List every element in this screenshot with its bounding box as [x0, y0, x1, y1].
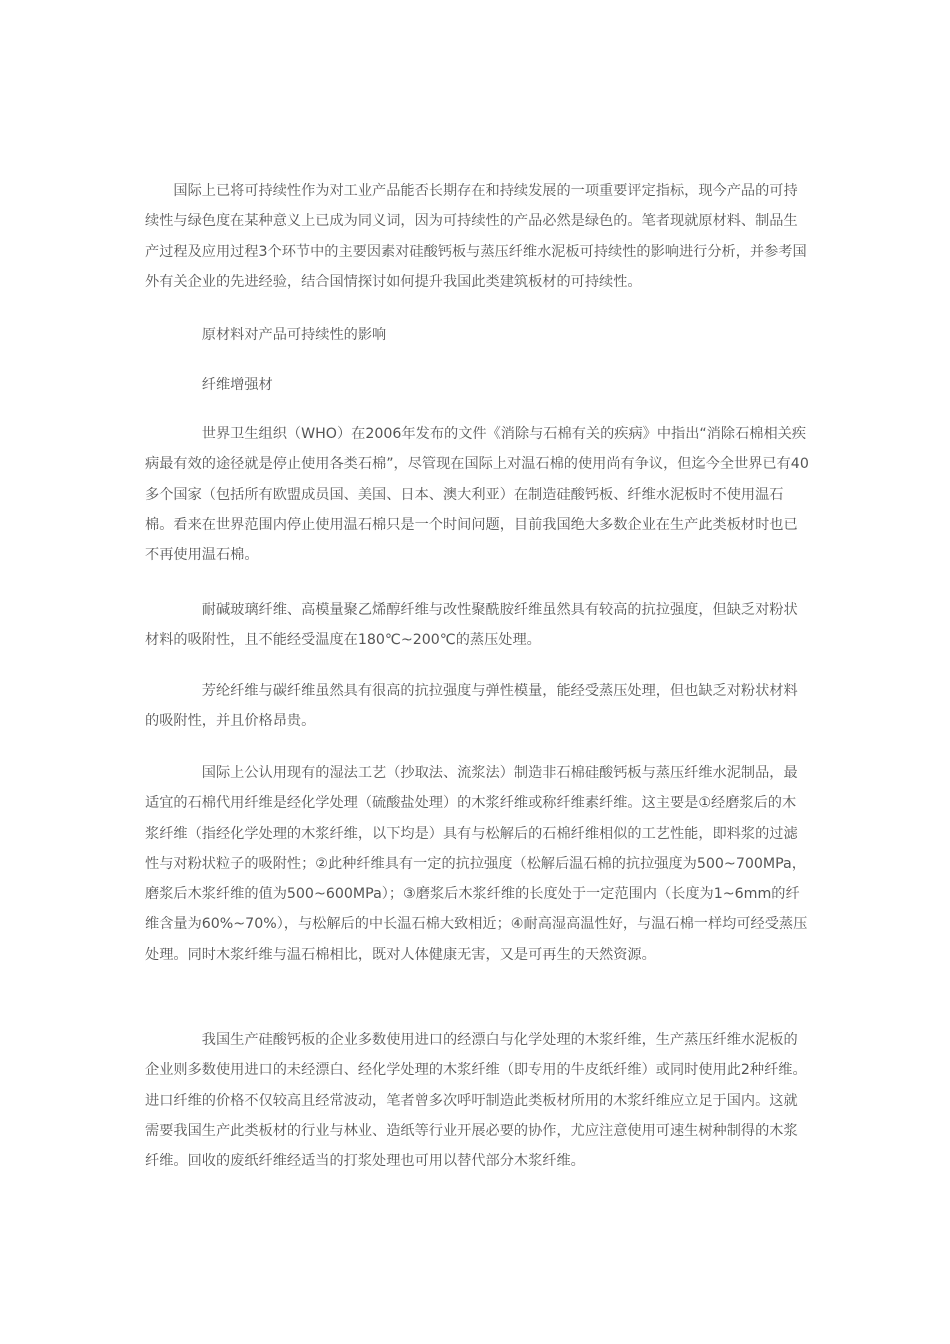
intro-paragraph: 国际上已将可持续性作为对工业产品能否长期存在和持续发展的一项重要评定指标，现今产品的可持续性与绿色度在某种意义上已成为同义词，因为可持续性的产品必然是绿色的。笔者现就原材料、制品生产过程及应用过程3个环节中的主要因素对硅酸钙板与蒸压纤维水泥板可持续性的影响进行分析，并参考国外有关企业的先进经验，结合国情探讨如何提升我国此类建筑板材的可持续性。: [145, 183, 807, 290]
section-heading: 原材料对产品可持续性的影响: [201, 327, 387, 343]
subsection-heading: 纤维增强材: [201, 377, 273, 393]
glass-fiber-paragraph: 耐碱玻璃纤维、高模量聚乙烯醇纤维与改性聚酰胺纤维虽然具有较高的抗拉强度，但缺乏对粉状材料的吸附性，且不能经受温度在180℃~200℃的蒸压处理。: [145, 602, 798, 649]
wood-pulp-paragraph: 国际上公认用现有的湿法工艺（抄取法、流浆法）制造非石棉硅酸钙板与蒸压纤维水泥制品，最适宜的石棉代用纤维是经化学处理（硫酸盐处理）的木浆纤维或称纤维素纤维。这主要是①经磨浆后的木浆纤维（指经化学处理的木浆纤维，以下均是）具有与松解后的石棉纤维相似的工艺性能，即料浆的过滤性与对粉状粒子的吸附性；②此种纤维具有一定的抗拉强度（松解后温石棉的抗拉强度为500~700MPa，磨浆后木浆纤维的值为500~600MPa）；③磨浆后木浆纤维的长度处于一定范围内（长度为1~6mm的纤维含量为60%~70%），与松解后的中长温石棉大致相近；④耐高湿高温性好，与温石棉一样均可经受蒸压处理。同时木浆纤维与温石棉相比，既对人体健康无害，又是可再生的天然资源。: [145, 765, 808, 963]
aramid-fiber-paragraph: 芳纶纤维与碳纤维虽然具有很高的抗拉强度与弹性模量，能经受蒸压处理，但也缺乏对粉状材料的吸附性，并且价格昂贵。: [145, 683, 798, 730]
import-fiber-paragraph: 我国生产硅酸钙板的企业多数使用进口的经漂白与化学处理的木浆纤维，生产蒸压纤维水泥板的企业则多数使用进口的未经漂白、经化学处理的木浆纤维（即专用的牛皮纸纤维）或同时使用此2种纤维。进口纤维的价格不仅较高且经常波动，笔者曾多次呼吁制造此类板材所用的木浆纤维应立足于国内。这就需要我国生产此类板材的行业与林业、造纸等行业开展必要的协作，尤应注意使用可速生树种制得的木浆纤维。回收的废纸纤维经适当的打浆处理也可用以替代部分木浆纤维。: [145, 1032, 807, 1170]
asbestos-paragraph: 世界卫生组织（WHO）在2006年发布的文件《消除与石棉有关的疾病》中指出“消除石棉相关疾病最有效的途径就是停止使用各类石棉”，尽管现在国际上对温石棉的使用尚有争议，但迄今全世界已有40多个国家（包括所有欧盟成员国、美国、日本、澳大利亚）在制造硅酸钙板、纤维水泥板时不使用温石棉。看来在世界范围内停止使用温石棉只是一个时间问题，目前我国绝大多数企业在生产此类板材时也已不再使用温石棉。: [145, 426, 809, 564]
